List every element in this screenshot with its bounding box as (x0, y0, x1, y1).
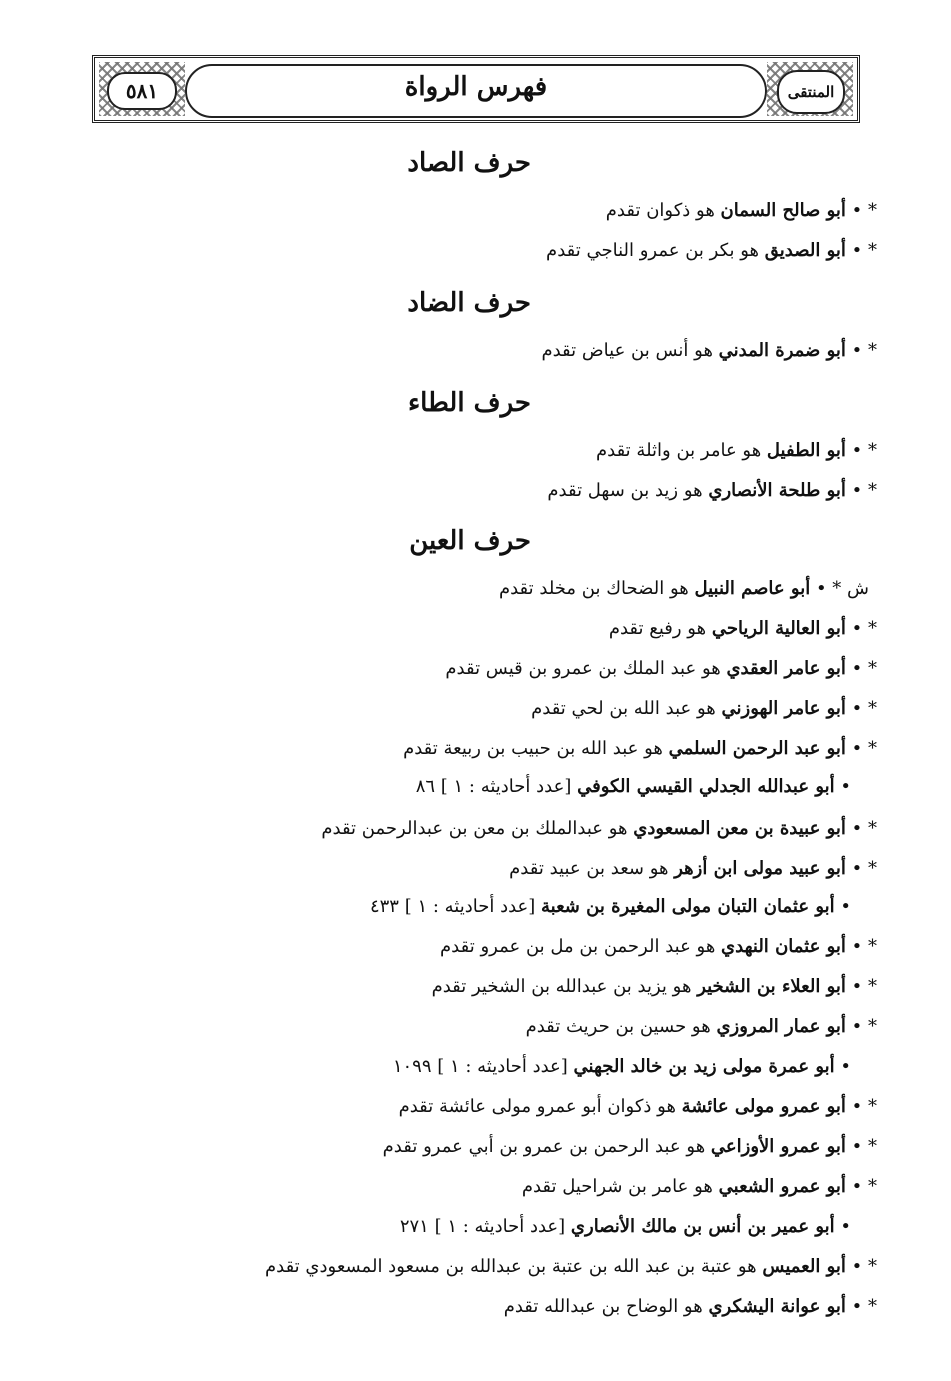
entry-marker: * • (851, 1096, 877, 1117)
entry-note: هو يزيد بن عبدالله بن الشخير تقدم (431, 976, 698, 997)
narrator-entry (509, 858, 877, 879)
narrator-name: أبو العالية الرياحي (711, 618, 846, 639)
entry-marker: • (840, 1056, 851, 1077)
section-heading: حرف الضاد (407, 288, 531, 318)
narrator-name: أبو عمرو الشعبي (718, 1176, 846, 1197)
entry-marker: * • (851, 738, 877, 759)
entry-marker: * • (851, 698, 877, 719)
narrator-entry (531, 698, 877, 719)
entry-marker: * • (851, 480, 877, 501)
entry-note: هو أنس بن عياض تقدم (541, 340, 719, 361)
entry-marker: * • (851, 240, 877, 261)
entry-marker: * • (851, 858, 877, 879)
narrator-name: أبو عبدالله الجدلي القيسي الكوفي (577, 776, 835, 797)
entry-note: [عدد أحاديثه : ١ ] ٨٦ (415, 776, 578, 797)
narrator-entry (606, 200, 877, 221)
entry-note: هو بكر بن عمرو الناجي تقدم (546, 240, 765, 261)
narrator-entry (416, 776, 851, 797)
entry-marker: * • (851, 618, 877, 639)
entry-note: هو عامر بن واثلة تقدم (595, 440, 767, 461)
narrator-entry (546, 240, 877, 261)
entry-marker: * • (851, 1176, 877, 1197)
narrator-entry (400, 1216, 851, 1237)
entry-marker: • (840, 896, 851, 917)
entry-note: [عدد أحاديثه : ١ ] ١٠٩٩ (392, 1056, 574, 1077)
entry-note: هو عبدالملك بن معن بن عبدالرحمن تقدم (321, 818, 634, 839)
narrator-name: أبو الطفيل (766, 440, 846, 461)
book-logo: المنتقى (777, 70, 845, 114)
entry-note: هو الوضاح بن عبدالله تقدم (503, 1296, 709, 1317)
narrator-name: أبو العلاء بن الشخير (697, 976, 846, 997)
narrator-name: أبو ضمرة المدني (718, 340, 846, 361)
narrator-entry (541, 340, 877, 361)
narrator-entry (432, 976, 877, 997)
narrator-entry (403, 738, 877, 759)
entry-marker: * • (851, 1296, 877, 1317)
entry-marker: * • (851, 818, 877, 839)
narrator-name: أبو عبيدة بن معن المسعودي (633, 818, 846, 839)
entry-note: هو ذكوان تقدم (605, 200, 721, 221)
entry-marker: * • (851, 1016, 877, 1037)
section-heading: حرف العين (409, 526, 531, 556)
section-heading: حرف الصاد (407, 148, 531, 178)
narrator-name: أبو عمرو الأوزاعي (710, 1136, 846, 1157)
entry-note: هو عامر بن شراحيل تقدم (521, 1176, 719, 1197)
narrator-name: أبو عبد الرحمن السلمي (668, 738, 846, 759)
entry-note: [عدد أحاديثه : ١ ] ٢٧١ (399, 1216, 571, 1237)
entry-note: هو عبد الرحمن بن عمرو بن أبي عمرو تقدم (382, 1136, 711, 1157)
narrator-name: أبو عثمان النهدي (721, 936, 846, 957)
entry-note: هو زيد بن سهل تقدم (547, 480, 709, 501)
entry-marker: • (840, 1216, 851, 1237)
entry-marker: * • (851, 1256, 877, 1277)
narrator-entry (522, 1176, 877, 1197)
narrator-name: أبو العميس (762, 1256, 846, 1277)
entry-marker: * • (851, 200, 877, 221)
narrator-entry (399, 1096, 877, 1117)
entry-note: هو ذكوان أبو عمرو مولى عائشة تقدم (398, 1096, 682, 1117)
entry-note: هو سعد بن عبيد تقدم (509, 858, 675, 879)
narrator-name: أبو عاصم النبيل (694, 578, 811, 599)
narrator-entry (265, 1256, 877, 1277)
entry-note: [عدد أحاديثه : ١ ] ٤٣٣ (369, 896, 542, 917)
entry-marker: * • (851, 936, 877, 957)
narrator-entry (547, 480, 877, 501)
header-title: فهرس الرواة (404, 72, 548, 102)
entry-note: هو عتبة بن عبد الله بن عتبة بن عبدالله بن مسعود المسعودي تقدم (264, 1256, 763, 1277)
narrator-name: أبو عمير بن أنس بن مالك الأنصاري (570, 1216, 835, 1237)
entry-note: هو عبد الرحمن بن مل بن عمرو تقدم (440, 936, 722, 957)
entry-marker: * • (851, 976, 877, 997)
narrator-name: أبو عثمان التبان مولى المغيرة بن شعبة (541, 896, 835, 917)
narrator-entry (440, 936, 877, 957)
narrator-name: أبو عبيد مولى ابن أزهر (674, 858, 846, 879)
narrator-name: أبو الصديق (764, 240, 846, 261)
page-number: ٥٨١ (107, 72, 177, 110)
entry-marker: * • (851, 340, 877, 361)
narrator-entry (370, 896, 851, 917)
narrator-entry (596, 440, 877, 461)
entry-marker: * • (851, 658, 877, 679)
entry-note: هو رفيع تقدم (608, 618, 712, 639)
narrator-entry (445, 658, 877, 679)
entry-note: هو حسين بن حريث تقدم (525, 1016, 717, 1037)
narrator-name: أبو طلحة الأنصاري (708, 480, 846, 501)
narrator-entry (609, 618, 877, 639)
narrator-name: أبو عوانة اليشكري (708, 1296, 846, 1317)
section-heading: حرف الطاء (407, 388, 531, 418)
narrator-name: أبو عامر الهوزني (721, 698, 846, 719)
narrator-entry (526, 1016, 877, 1037)
entry-note: هو عبد الملك بن عمرو بن قيس تقدم (445, 658, 727, 679)
narrator-entry (383, 1136, 877, 1157)
entry-note: هو عبد الله بن لحي تقدم (531, 698, 722, 719)
entry-marker: • (840, 776, 851, 797)
title-cartouche (185, 64, 767, 118)
narrator-name: أبو عمرو مولى عائشة (681, 1096, 846, 1117)
entry-note: هو عبد الله بن حبيب بن ربيعة تقدم (403, 738, 669, 759)
narrator-entry (321, 818, 877, 839)
narrator-name: أبو عمرة مولى زيد بن خالد الجهني (573, 1056, 835, 1077)
narrator-entry (393, 1056, 851, 1077)
entry-marker: ش * • (815, 578, 869, 599)
entry-marker: * • (851, 440, 877, 461)
page-header (92, 55, 860, 123)
entry-marker: * • (851, 1136, 877, 1157)
entry-note: هو الضحاك بن مخلد تقدم (498, 578, 695, 599)
narrator-name: أبو عامر العقدي (726, 658, 846, 679)
narrator-name: أبو عمار المروزي (716, 1016, 846, 1037)
narrator-name: أبو صالح السمان (720, 200, 846, 221)
narrator-entry (499, 578, 869, 599)
narrator-entry (504, 1296, 877, 1317)
